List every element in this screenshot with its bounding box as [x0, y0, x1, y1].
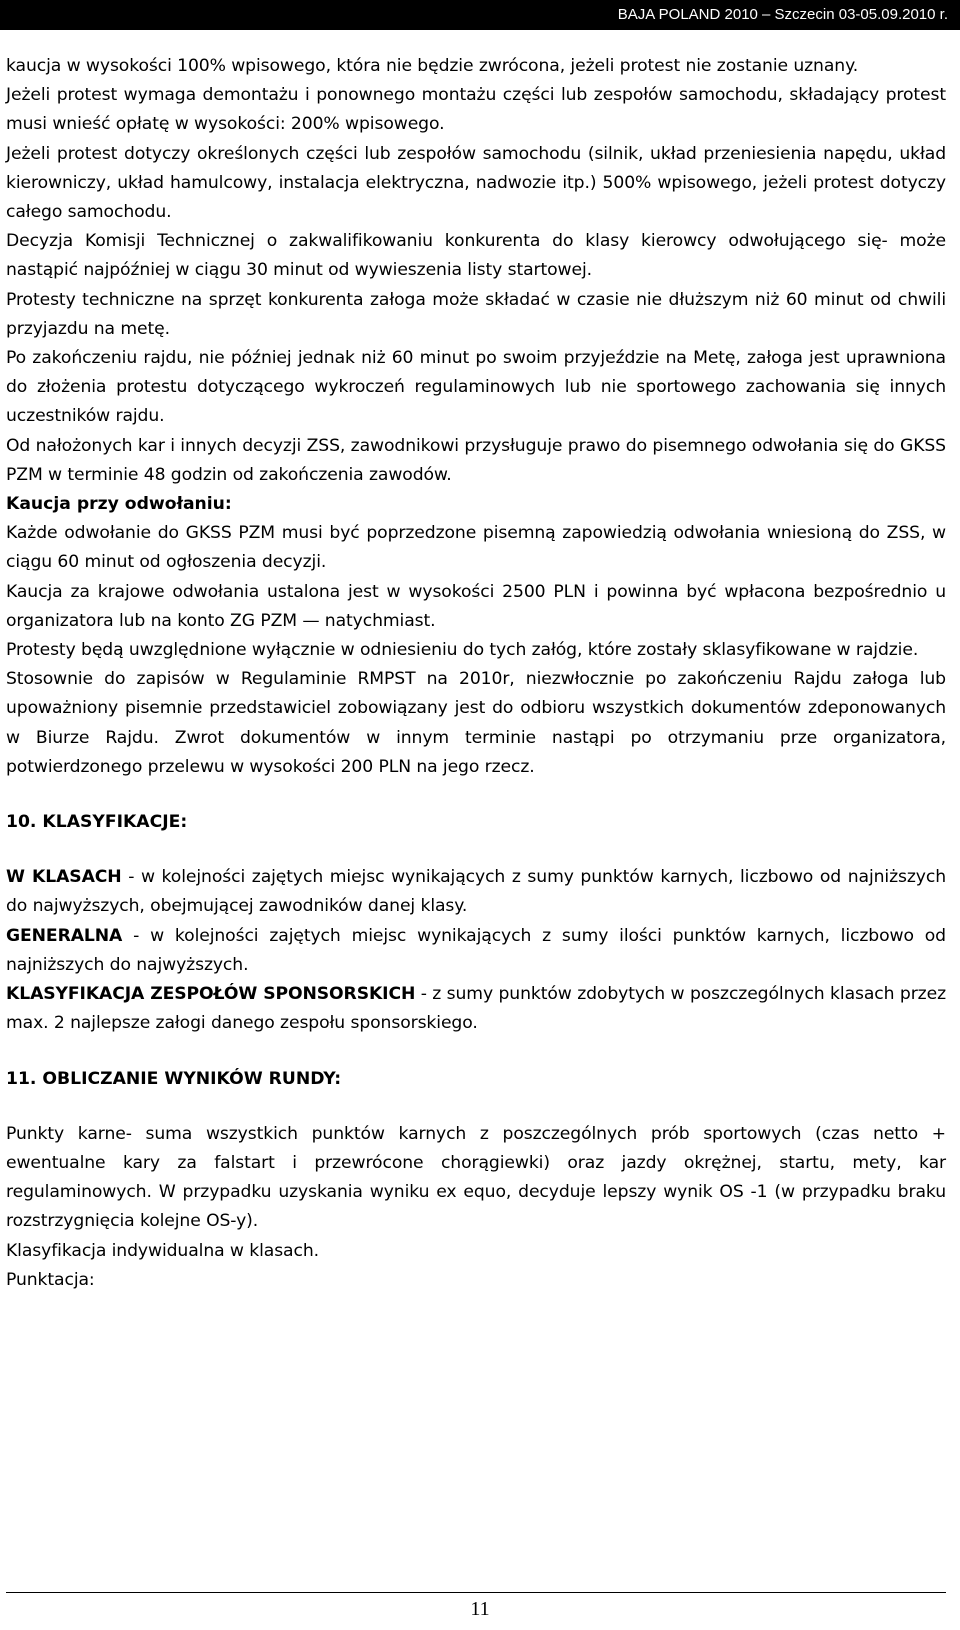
appeal-heading: Kaucja przy odwołaniu:	[6, 494, 232, 515]
paragraph: Decyzja Komisji Technicznej o zakwalifikowaniu konkurenta do klasy kierowcy odwołującego się- może nastąpić najpóźniej w ciągu 30 minut od wywieszenia listy startowej.	[6, 231, 946, 281]
paragraph: Po zakończeniu rajdu, nie później jednak niż 60 minut po swoim przyjeździe na Metę, załoga jest uprawniona do złożenia protestu dotyczącego wykroczeń regulaminowych lub nie sportowego zachowania się innych uczestników rajdu.	[6, 348, 946, 427]
classification-term: W KLASACH	[6, 867, 122, 888]
classification-text: - w kolejności zajętych miejsc wynikających z sumy punktów karnych, liczbowo od najniższych do najwyższych, obejmującej zawodników danej klasy.	[6, 867, 947, 917]
paragraph: Protesty będą uwzględnione wyłącznie w odniesieniu do tych załóg, które zostały sklasyfikowane w rajdzie.	[6, 640, 919, 661]
classification-item	[6, 980, 946, 1038]
section-11-heading: 11. OBLICZANIE WYNIKÓW RUNDY:	[6, 1068, 342, 1089]
running-header	[0, 0, 960, 30]
paragraph: Jeżeli protest dotyczy określonych części lub zespołów samochodu (silnik, układ przeniesienia napędu, układ kierowniczy, układ hamulcowy, instalacja elektryczna, nadwozie itp.) 500% wpisowego, jeżeli protest dotyczy całego samochodu.	[6, 143, 946, 223]
running-title: BAJA POLAND 2010 – Szczecin 03-05.09.2010 r.	[617, 6, 948, 23]
footer-rule	[6, 1592, 946, 1593]
classification-term: GENERALNA	[6, 925, 123, 946]
paragraph: Kaucja za krajowe odwołania ustalona jest w wysokości 2500 PLN i powinna być wpłacona bezpośrednio u organizatora lub na konto ZG PZM — natychmiast.	[6, 581, 946, 631]
page-content	[6, 52, 946, 1295]
paragraph: Jeżeli protest wymaga demontażu i ponownego montażu części lub zespołów samochodu, składający protest musi wnieść opłatę w wysokości: 200% wpisowego.	[6, 85, 946, 135]
section-10-heading: 10. KLASYFIKACJE:	[6, 812, 188, 833]
paragraph: Klasyfikacja indywidualna w klasach.	[6, 1240, 319, 1261]
classification-item	[6, 922, 946, 980]
paragraph: Punktacja:	[6, 1269, 95, 1290]
classification-term: KLASYFIKACJA ZESPOŁÓW SPONSORSKICH	[6, 984, 416, 1005]
paragraph: Punkty karne- suma wszystkich punktów karnych z poszczególnych prób sportowych (czas netto + ewentualne kary za falstart i przewrócone chorągiewki) oraz jazdy okrężnej, startu, mety, kar regulaminowych. W przypadku uzyskania wyniku ex equo, decyduje lepszy wynik OS -1 (w przypadku braku rozstrzygnięcia kolejne OS-y).	[6, 1123, 946, 1232]
paragraph: Stosownie do zapisów w Regulaminie RMPST na 2010r, niezwłocznie po zakończeniu Rajdu załoga lub upoważniony pisemnie przedstawiciel zobowiązany jest do odbioru wszystkich dokumentów zdeponowanych w Biurze Rajdu. Zwrot dokumentów w innym terminie nastąpi po otrzymaniu prze organizatora, potwierdzonego przelewu w wysokości 200 PLN na jego rzecz.	[6, 669, 946, 777]
classification-text: - z sumy punktów zdobytych w poszczególnych klasach przez max. 2 najlepsze załogi danego zespołu sponsorskiego.	[6, 984, 946, 1034]
classification-item	[6, 863, 946, 921]
paragraph: Protesty techniczne na sprzęt konkurenta załoga może składać w czasie nie dłuższym niż 60 minut od chwili przyjazdu na metę.	[6, 289, 946, 339]
paragraph: kaucja w wysokości 100% wpisowego, która nie będzie zwrócona, jeżeli protest nie zostanie uznany.	[6, 56, 859, 76]
paragraph: Każde odwołanie do GKSS PZM musi być poprzedzone pisemną zapowiedzią odwołania wniesioną do ZSS, w ciągu 60 minut od ogłoszenia decyzji.	[6, 523, 946, 573]
page-number: 11	[470, 1598, 490, 1620]
classification-text: - w kolejności zajętych miejsc wynikających z sumy ilości punktów karnych, liczbowo od najniższych do najwyższych.	[6, 925, 946, 975]
paragraph: Od nałożonych kar i innych decyzji ZSS, zawodnikowi przysługuje prawo do pisemnego odwołania się do GKSS PZM w terminie 48 godzin od zakończenia zawodów.	[6, 435, 946, 485]
